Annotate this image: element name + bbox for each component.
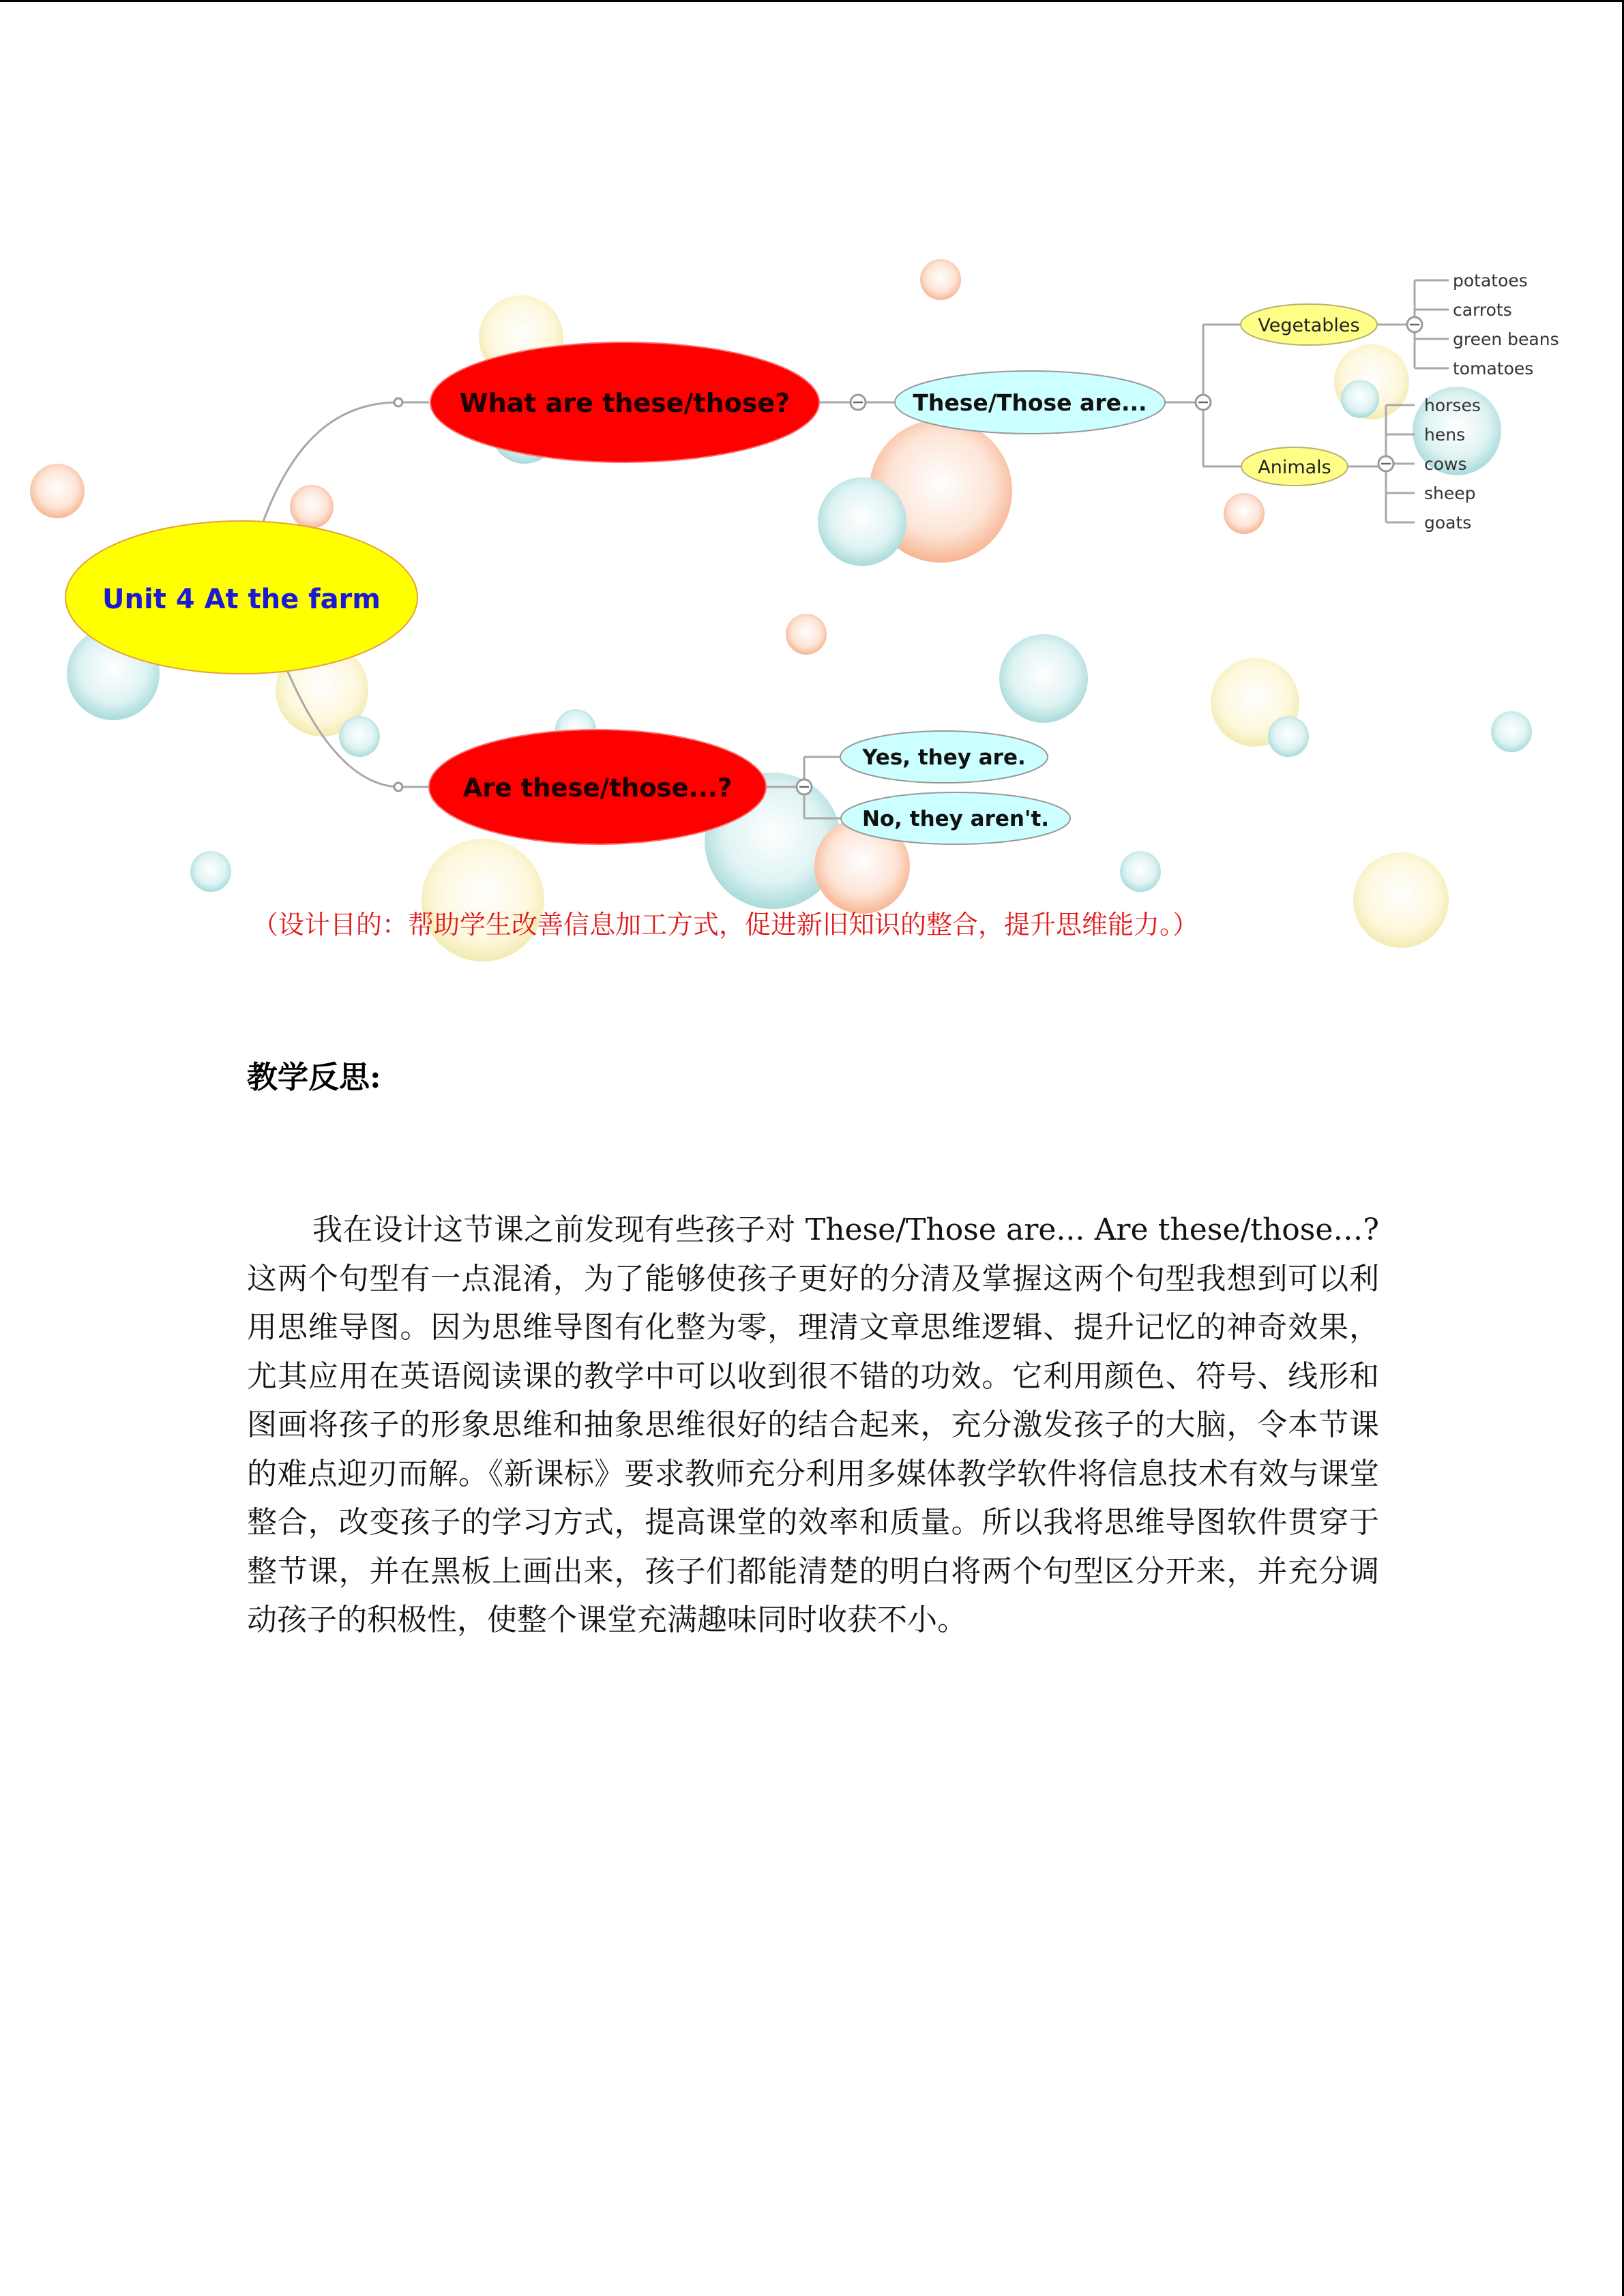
- answer-yes-label: Yes, they are.: [862, 745, 1026, 770]
- category-animals-label: Animals: [1258, 457, 1331, 478]
- page-top-border: [0, 0, 1624, 2]
- leaf-hens: hens: [1424, 425, 1466, 445]
- category-vegetables-label: Vegetables: [1258, 315, 1360, 336]
- section-heading: 教学反思:: [247, 1059, 381, 1095]
- leaf-potatoes: potatoes: [1453, 271, 1528, 290]
- answer-node-these-those-label: These/Those are...: [913, 389, 1147, 416]
- leaf-sheep: sheep: [1424, 483, 1476, 503]
- leaf-goats: goats: [1424, 513, 1472, 533]
- mind-map: [57, 266, 1559, 899]
- answer-no-label: No, they aren't.: [861, 807, 1050, 831]
- leaf-green-beans: green beans: [1453, 329, 1559, 349]
- central-node-label: Unit 4 At the farm: [102, 584, 381, 615]
- vegetable-leaves: [1453, 271, 1559, 378]
- reflection-paragraph: 我在设计这节课之前发现有些孩子对 These/Those are... Are these/those…?这两个句型有一点混淆，为了能够使孩子更好的分清及掌握这两个句型我想到可以利用思维导图。因为思维导图有化整为零，理清文章思维逻辑、提升记忆的神奇效果，尤其应用在英语阅读课的教学中可以收到很不错的功效。它利用颜色、符号、线形和图画将孩子的形象思维和抽象思维很好的结合起来，充分激发孩子的大脑，令本节课的难点迎刃而解。《新课标》要求教师充分利用多媒体教学软件将信息技术有效与课堂整合，改变孩子的学习方式，提高课堂的效率和质量。所以我将思维导图软件贯穿于整节课，并在黑板上画出来，孩子们都能清楚的明白将两个句型区分开来，并充分调动孩子的积极性，使整个课堂充满趣味同时收获不小。: [247, 1212, 1379, 1637]
- question-node-are-label: Are these/those...?: [462, 773, 733, 803]
- leaf-carrots: carrots: [1453, 300, 1512, 320]
- question-node-what-label: What are these/those?: [459, 388, 791, 418]
- leaf-cows: cows: [1424, 454, 1467, 474]
- design-purpose-caption: （设计目的：帮助学生改善信息加工方式，促进新旧知识的整合，提升思维能力。）: [252, 910, 1199, 940]
- leaf-tomatoes: tomatoes: [1453, 359, 1534, 378]
- leaf-horses: horses: [1424, 396, 1481, 415]
